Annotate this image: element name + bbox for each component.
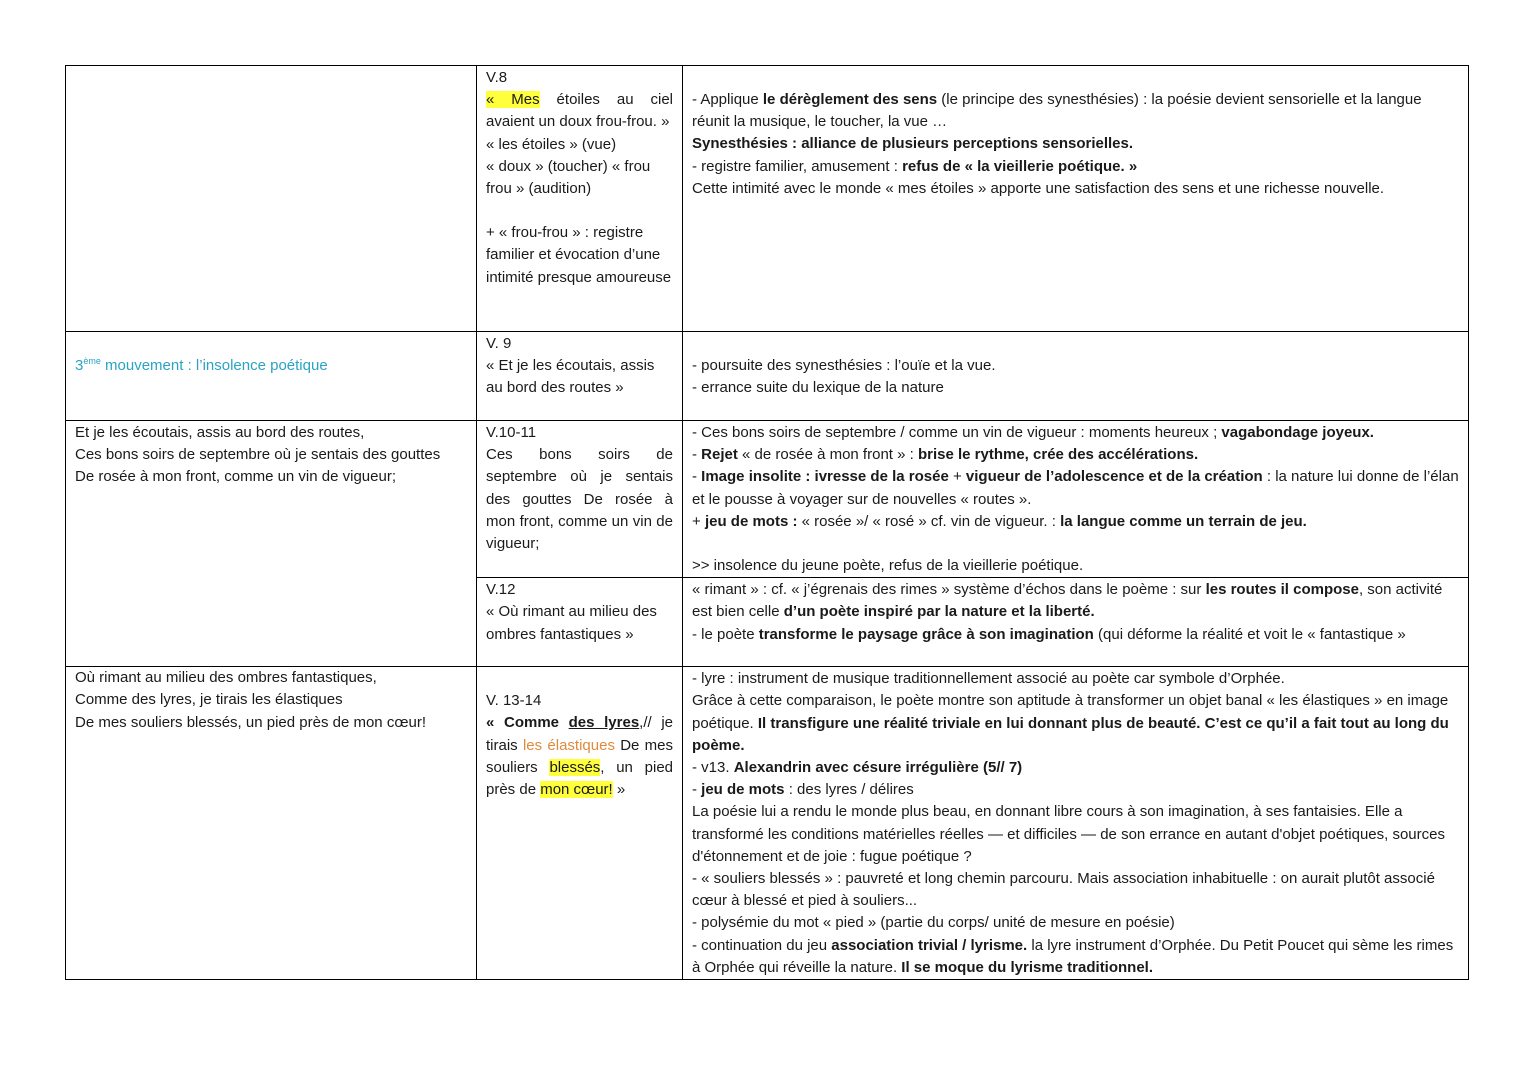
analysis-line: - continuation du jeu association trivial / lyrisme. la lyre instrument d’Orphée. Du Petit Poucet qui sème les rimes à Orphée qui réveille la nature. Il se moque du lyrisme traditionnel. (692, 936, 1454, 976)
verse-quote: Ces bons soirs de septembre où je sentais des gouttes De rosée à mon front, comme un vin de vigueur; (486, 446, 673, 553)
analysis-cell (683, 667, 1469, 980)
analysis-line: La poésie lui a rendu le monde plus beau, en donnant libre cours à son imagination, à ses fantaisies. Elle a transformé les conditions matérielles réelles — et difficiles — de son errance en autant d'objet poétiques, sources d'étonnement et de joie : fugue poétique ? (692, 803, 1445, 865)
verse-number: V. 9 (486, 335, 512, 352)
highlighted-word: blessés (549, 758, 601, 776)
verse-quote: « Et je les écoutais, assis au bord des routes » (486, 357, 655, 397)
analysis-line: - Ces bons soirs de septembre / comme un vin de vigueur : moments heureux ; vagabondage joyeux. (692, 424, 1374, 441)
table-row (66, 667, 1469, 980)
analysis-line: Cette intimité avec le monde « mes étoiles » apporte une satisfaction des sens et une richesse nouvelle. (692, 179, 1385, 197)
analysis-line: Grâce à cette comparaison, le poète montre son aptitude à transformer un objet banal « les élastiques » en image poétique. Il transfigure une réalité triviale en lui donnant plus de beauté. C’est ce qu’il a fait tout au long du poème. (692, 692, 1449, 754)
highlighted-word: « Mes (486, 91, 540, 109)
verse-number: V.10-11 (486, 424, 537, 441)
verse-cell (477, 332, 683, 421)
poem-line: Où rimant au milieu des ombres fantastiques, (75, 669, 377, 687)
analysis-line: - le poète transforme le paysage grâce à son imagination (qui déforme la réalité et voit le « fantastique » (692, 625, 1406, 643)
verse-cell (477, 421, 683, 578)
analysis-cell (683, 578, 1469, 667)
poem-cell (66, 421, 477, 667)
table-row (66, 66, 1469, 332)
poem-line: Comme des lyres, je tirais les élastiques (75, 691, 343, 709)
highlighted-word: mon cœur! (540, 781, 613, 799)
poem-line: Ces bons soirs de septembre où je sentais des gouttes (75, 446, 441, 464)
poem-cell (66, 66, 477, 332)
analysis-line: - « souliers blessés » : pauvreté et long chemin parcouru. Mais association inhabituelle : on aurait plutôt associé cœur à blessé et pied à souliers... (692, 870, 1435, 910)
analysis-cell (683, 332, 1469, 421)
analysis-line: >> insolence du jeune poète, refus de la vieillerie poétique. (692, 557, 1084, 575)
table-row (66, 421, 1469, 578)
verse-cell (477, 578, 683, 667)
analysis-line: - lyre : instrument de musique traditionnellement associé au poète car symbole d’Orphée. (692, 670, 1285, 688)
analysis-line: Synesthésies : alliance de plusieurs perceptions sensorielles. (692, 135, 1134, 153)
analysis-line: - registre familier, amusement : refus de « la vieillerie poétique. » (692, 157, 1138, 175)
verse-quote: « Comme des lyres,// je tirais les élastiques De mes souliers blessés, un pied près de mon cœur! » (486, 714, 674, 799)
analysis-line: « rimant » : cf. « j’égrenais des rimes » système d’échos dans le poème : sur les routes il compose, son activité est bien celle d’un poète inspiré par la nature et la liberté. (692, 581, 1443, 621)
analysis-line: - Image insolite : ivresse de la rosée + vigueur de l’adolescence et de la création : la nature lui donne de l’élan et le pousse à voyager sur de nouvelles « routes ». (692, 468, 1459, 508)
analysis-cell (683, 66, 1469, 332)
verse-note: « les étoiles » (vue) (486, 135, 617, 153)
verse-number: V.8 (486, 69, 508, 86)
analysis-line: - Rejet « de rosée à mon front » : brise le rythme, crée des accélérations. (692, 446, 1199, 464)
verse-quote: « Où rimant au milieu des ombres fantastiques » (486, 603, 657, 643)
verse-note: + « frou-frou » : registre familier et évocation d’une intimité presque amoureuse (486, 224, 672, 286)
section-heading: 3ème mouvement : l’insolence poétique (75, 356, 328, 374)
analysis-line: - polysémie du mot « pied » (partie du corps/ unité de mesure en poésie) (692, 914, 1175, 932)
poem-line: Et je les écoutais, assis au bord des routes, (75, 424, 365, 441)
analysis-line: - v13. Alexandrin avec césure irrégulière (5// 7) (692, 759, 1023, 777)
analysis-line: - errance suite du lexique de la nature (692, 379, 944, 397)
verse-note: « doux » (toucher) « frou frou » (audition) (486, 157, 651, 198)
analysis-line: - poursuite des synesthésies : l’ouïe et la vue. (692, 357, 996, 374)
verse-cell (477, 667, 683, 980)
analysis-line: + jeu de mots : « rosée »/ « rosé » cf. vin de vigueur. : la langue comme un terrain de jeu. (692, 512, 1307, 530)
analysis-line: - Applique le dérèglement des sens (le principe des synesthésies) : la poésie devient sensorielle et la langue réunit la musique, le toucher, la vue … (692, 91, 1422, 131)
verse-number: V. 13-14 (486, 692, 542, 710)
poem-cell (66, 332, 477, 421)
poem-line: De rosée à mon front, comme un vin de vigueur; (75, 468, 396, 486)
colored-word: les élastiques (522, 736, 615, 754)
table-row (66, 332, 1469, 421)
poem-cell (66, 667, 477, 980)
poem-line: De mes souliers blessés, un pied près de mon cœur! (75, 713, 426, 731)
analysis-line: - jeu de mots : des lyres / délires (692, 781, 914, 799)
verse-cell (477, 66, 683, 332)
analysis-table (65, 65, 1469, 980)
verse-quote: « Mes étoiles au ciel avaient un doux frou-frou. » (486, 91, 673, 131)
analysis-cell (683, 421, 1469, 578)
verse-number: V.12 (486, 581, 516, 599)
